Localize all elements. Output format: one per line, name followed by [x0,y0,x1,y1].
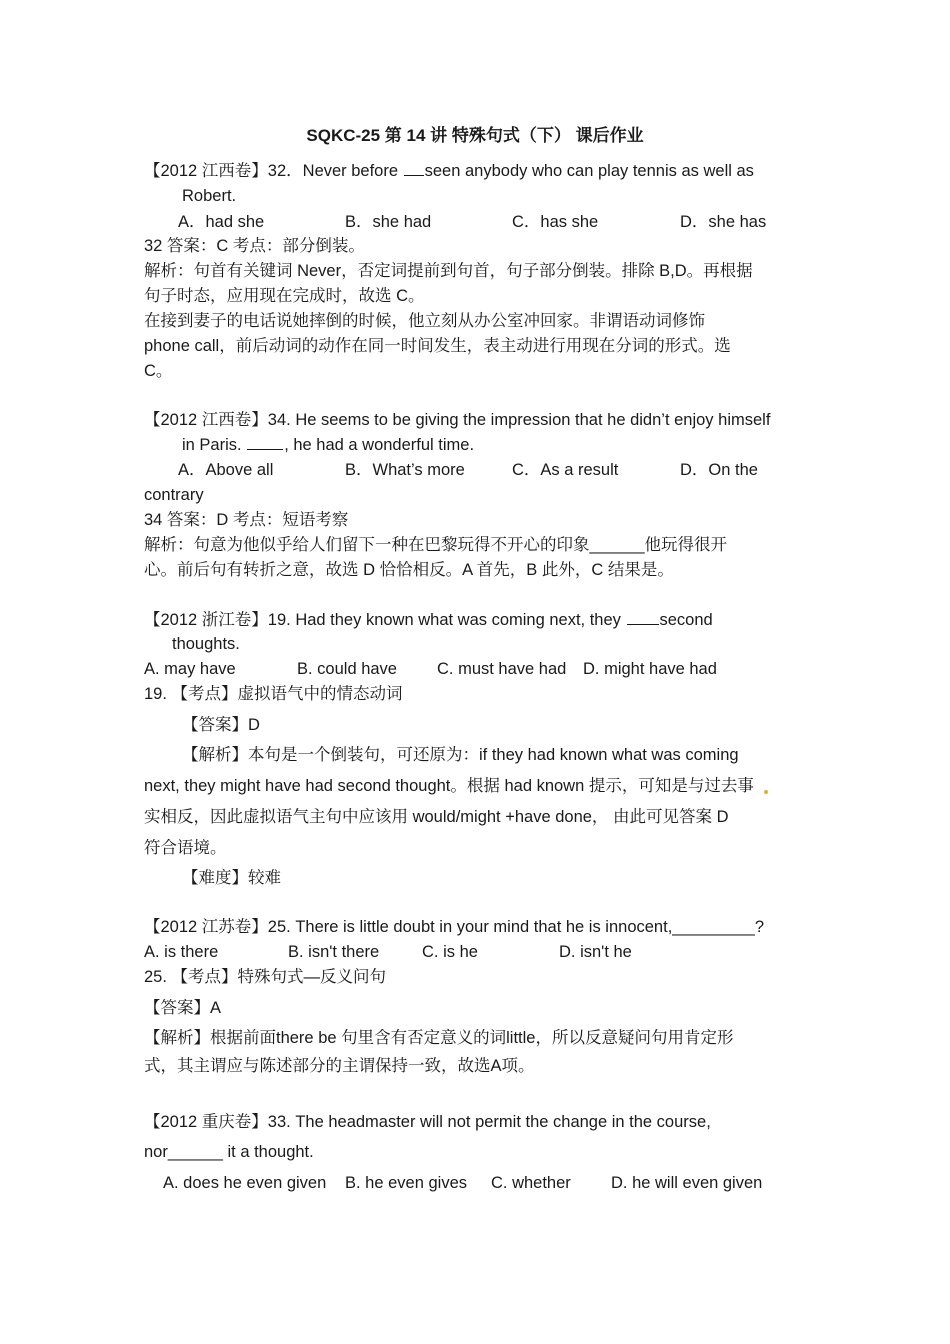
q19-analysis-line2: next, they might have had second thought。根据 had known 提示，可知是与过去事 [144,777,754,795]
q19-option-b: B. could have [297,660,397,678]
q32-stem [144,160,754,182]
q32-stem-line2: Robert. [182,187,237,205]
cursor-mark [764,790,768,794]
q19-analysis-line4: 符合语境。 [144,839,227,857]
q25-option-d: D. isn't he [559,943,632,961]
q34-stem-line2-after: , he had a wonderful time. [284,436,475,454]
q32-option-a: A．had she [178,213,265,231]
q32-extra-line1: 在接到妻子的电话说她摔倒的时候，他立刻从办公室冲回家。非谓语动词修饰 [144,312,705,330]
q19-option-c: C. must have had [437,660,567,678]
q19-difficulty: 【难度】较难 [182,869,281,887]
q25-answer: 【答案】A [144,999,222,1017]
q34-option-c: C．As a result [512,461,619,479]
q19-blank [627,610,659,625]
q25-source: 【2012 江苏卷】 [144,918,268,936]
q33-option-c: C. whether [491,1174,571,1192]
q32-option-c: C．has she [512,213,599,231]
q32-source: 【2012 江西卷】 [144,162,268,180]
q33-option-b: B. he even gives [345,1174,467,1192]
q19-kaodian: 19. 【考点】虚拟语气中的情态动词 [144,685,403,703]
q34-stem-line2 [182,434,474,456]
q32-extra-line3: C。 [144,362,173,380]
page-title: SQKC-25 第 14 讲 特殊句式（下） 课后作业 [306,126,644,145]
q34-answer: 34 答案：D 考点：短语考察 [144,511,349,529]
q34-option-b: B．What’s more [345,461,465,479]
q19-stem-line2: thoughts. [172,635,240,653]
q33-option-a: A. does he even given [163,1174,327,1192]
q19-analysis-line3: 实相反，因此虚拟语气主句中应该用 would/might +have done， 由此可见答案 D [144,808,729,826]
q34-option-a: A．Above all [178,461,274,479]
q32-stem-before: 32．Never before [267,162,403,180]
q19-source: 【2012 浙江卷】 [144,611,268,629]
q25-option-a: A. is there [144,943,219,961]
q33-source: 【2012 重庆卷】 [144,1113,268,1131]
q19-stem [144,609,713,631]
q34-option-wrap: contrary [144,486,204,504]
q19-option-d: D. might have had [583,660,717,678]
q33-stem [144,1111,711,1133]
q32-extra-line2: phone call，前后动词的动作在同一时间发生，表主动进行用现在分词的形式。选 [144,337,731,355]
q34-stem [144,409,770,431]
q33-stem-line2: nor______ it a thought. [144,1143,314,1161]
q19-stem-after: second [659,611,713,629]
q25-stem [144,916,764,938]
q19-option-a: A. may have [144,660,236,678]
q25-option-c: C. is he [422,943,478,961]
q19-stem-before: 19. Had they known what was coming next, they [267,611,626,629]
q34-analysis-line2: 心。前后句有转折之意，故选 D 恰恰相反。A 首先，B 此外，C 结果是。 [144,561,674,579]
q34-stem-text: 34. He seems to be giving the impression that he didn’t enjoy himself [267,411,771,429]
q34-stem-line2-before: in Paris. [182,436,247,454]
q25-option-b: B. isn't there [288,943,380,961]
q25-kaodian: 25. 【考点】特殊句式—反义问句 [144,968,387,986]
q32-option-b: B．she had [345,213,432,231]
q25-analysis-line1: 【解析】根据前面there be 句里含有否定意义的词little，所以反意疑问句用肯定形 [144,1029,734,1047]
q19-answer: 【答案】D [182,716,260,734]
q32-option-d: D．she has [680,213,767,231]
q33-stem-text: 33. The headmaster will not permit the change in the course, [267,1113,711,1131]
q32-analysis-line2: 句子时态，应用现在完成时，故选 C。 [144,287,425,305]
q34-analysis-line1: 解析：句意为他似乎给人们留下一种在巴黎玩得不开心的印象______他玩得很开 [144,536,728,554]
q33-option-d: D. he will even given [611,1174,763,1192]
q25-stem-text: 25. There is little doubt in your mind that he is innocent,_________? [267,918,765,936]
q32-blank [404,161,424,176]
q34-source: 【2012 江西卷】 [144,411,268,429]
q34-blank [247,435,283,450]
q32-answer: 32 答案：C 考点：部分倒装。 [144,237,365,255]
q34-option-d: D．On the [680,461,758,479]
q25-analysis-line2: 式，其主谓应与陈述部分的主谓保持一致，故选A项。 [144,1057,535,1075]
q32-analysis-line1: 解析：句首有关键词 Never，否定词提前到句首，句子部分倒装。排除 B,D。再根据 [144,262,753,280]
q19-analysis-line1: 【解析】本句是一个倒装句，可还原为：if they had known what was coming [182,746,739,764]
q32-stem-after: seen anybody who can play tennis as well as [424,162,754,180]
